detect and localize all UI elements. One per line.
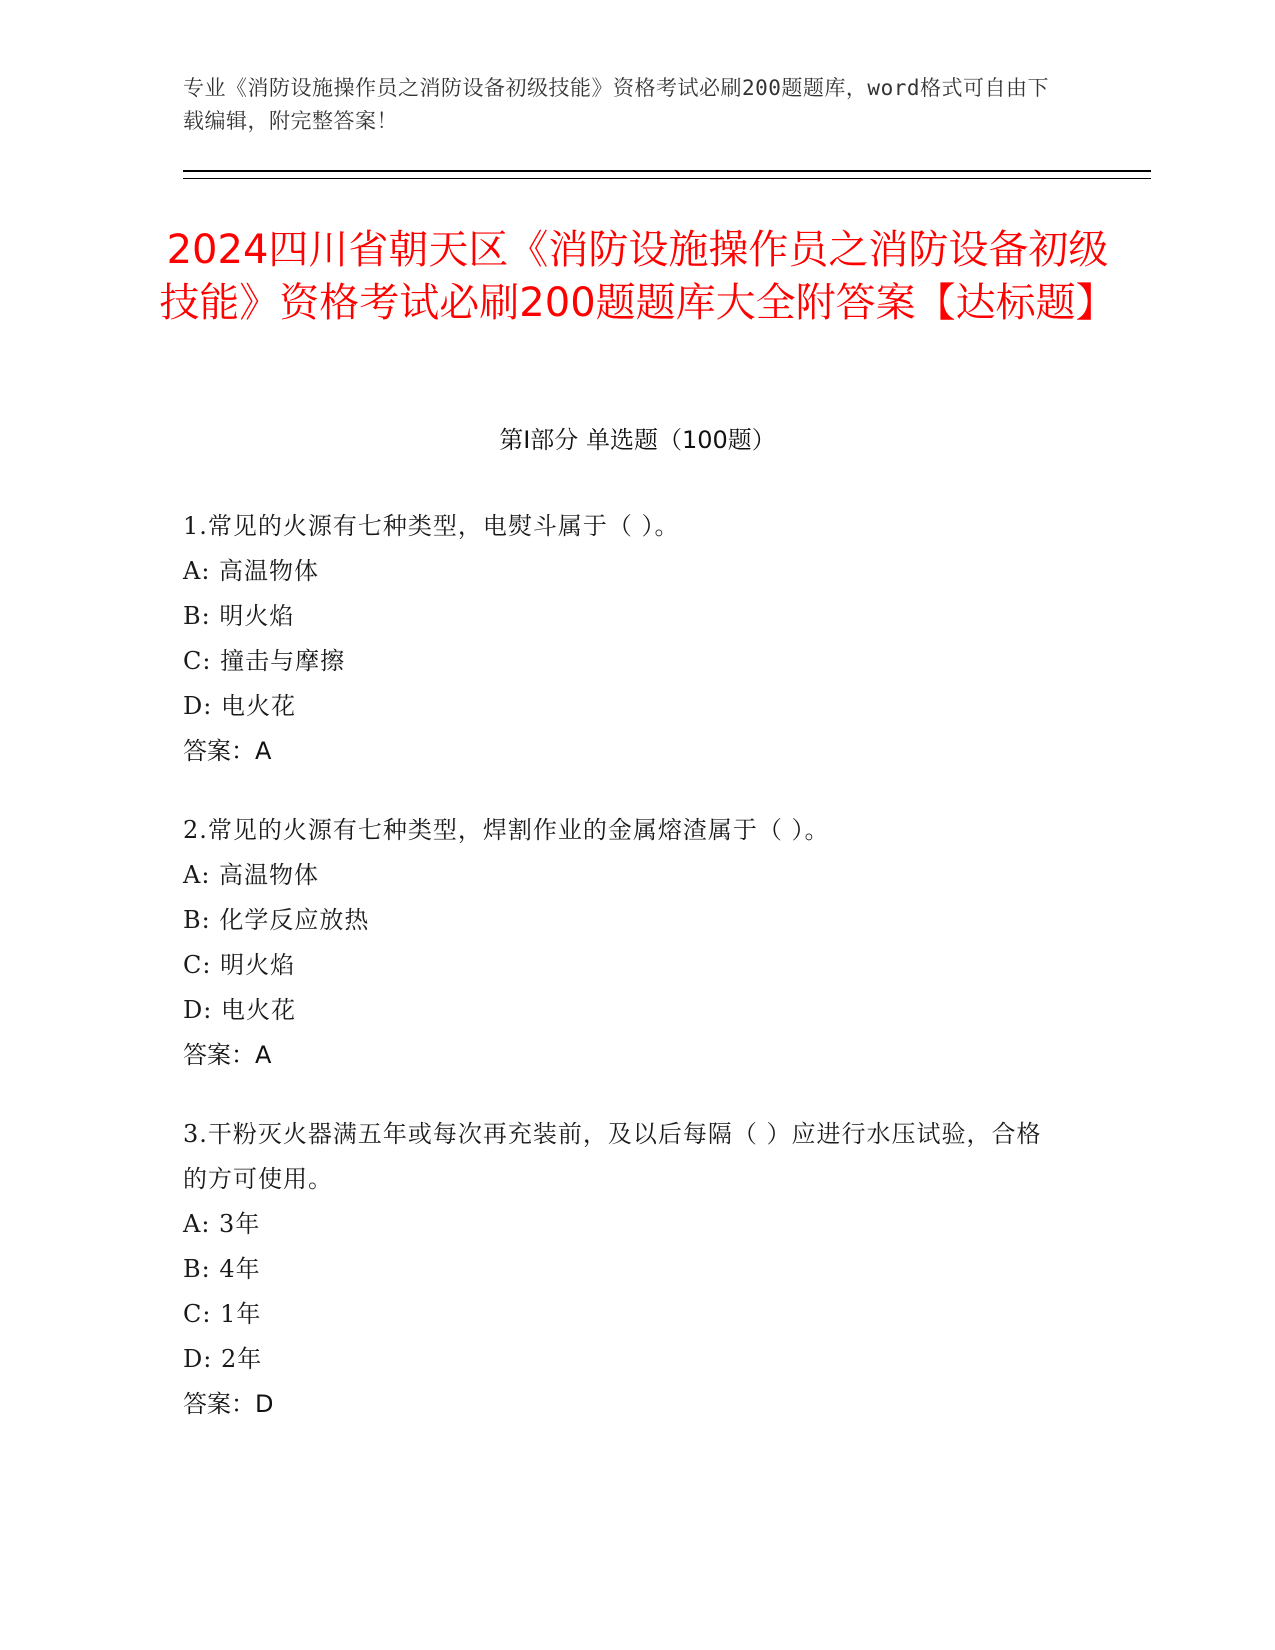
question-1 xyxy=(183,504,1063,774)
header-note: 专业《消防设施操作员之消防设备初级技能》资格考试必刷200题题库，word格式可自由下载编辑，附完整答案！ xyxy=(183,76,1049,133)
option-b: B: 化学反应放热 xyxy=(183,906,370,934)
question-stem: 1.常见的火源有七种类型，电熨斗属于（ ）。 xyxy=(183,512,680,540)
option-d: D: 电火花 xyxy=(183,692,296,720)
question-list xyxy=(183,504,1063,1461)
option-c: C: 明火焰 xyxy=(183,951,296,979)
question-3 xyxy=(183,1112,1063,1427)
option-d: D: 电火花 xyxy=(183,996,296,1024)
answer: 答案：A xyxy=(183,737,272,765)
header-rule-thin xyxy=(183,178,1151,179)
section-heading: 第I部分 单选题（100题） xyxy=(499,426,776,454)
question-2 xyxy=(183,808,1063,1078)
option-a: A: 高温物体 xyxy=(183,557,320,585)
header-rule-thick xyxy=(183,170,1151,172)
option-a: A: 3年 xyxy=(183,1210,261,1238)
option-d: D: 2年 xyxy=(183,1345,263,1373)
option-c: C: 1年 xyxy=(183,1300,262,1328)
question-stem: 3.干粉灭火器满五年或每次再充装前，及以后每隔（ ）应进行水压试验，合格的方可使用。 xyxy=(183,1120,1042,1193)
answer: 答案：D xyxy=(183,1390,274,1418)
answer: 答案：A xyxy=(183,1041,272,1069)
option-c: C: 撞击与摩擦 xyxy=(183,647,346,675)
option-a: A: 高温物体 xyxy=(183,861,320,889)
option-b: B: 明火焰 xyxy=(183,602,295,630)
option-b: B: 4年 xyxy=(183,1255,261,1283)
document-title: 2024四川省朝天区《消防设施操作员之消防设备初级技能》资格考试必刷200题题库大全附答案【达标题】 xyxy=(159,227,1116,326)
question-stem: 2.常见的火源有七种类型，焊割作业的金属熔渣属于（ ）。 xyxy=(183,816,830,844)
